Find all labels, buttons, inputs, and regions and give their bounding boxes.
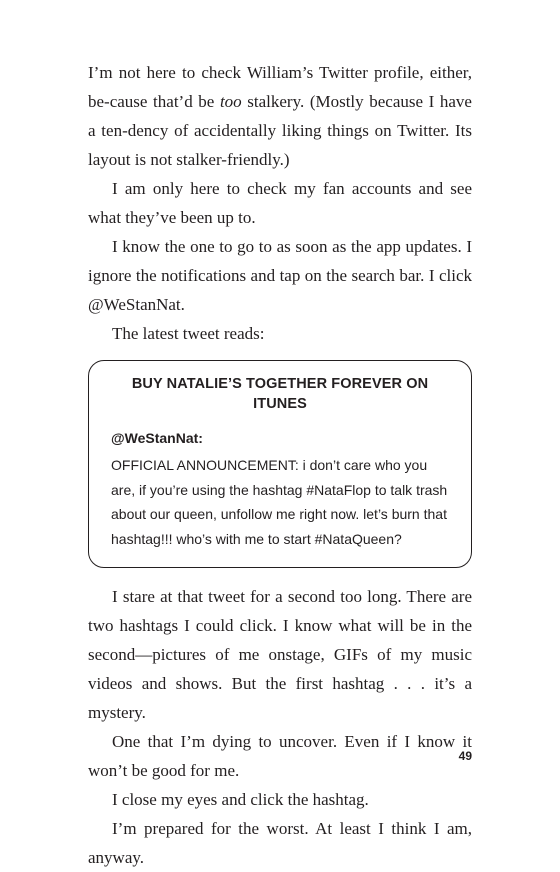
tweet-handle: @WeStanNat: xyxy=(111,430,203,446)
page-number: 49 xyxy=(458,749,472,763)
paragraph-fan-accounts: I am only here to check my fan accounts and see what they’ve been up to. xyxy=(88,179,472,227)
paragraph-search-bar: I know the one to go to as soon as the app updates. I ignore the notifications and tap on the search bar. I click @WeStanNat. xyxy=(88,237,472,314)
tweet-header: BUY NATALIE’S TOGETHER FOREVER ON ITUNES xyxy=(131,376,429,412)
book-page-text xyxy=(88,58,472,872)
paragraph-prepared: I’m prepared for the worst. At least I think I am, anyway. xyxy=(88,819,472,867)
paragraph-text-continued: stalkery. (Mostly because I have a ten-dency of accidentally liking things on Twitter. Its layout is not stalker-friendly.) xyxy=(88,92,472,169)
paragraph-dying-to-uncover: One that I’m dying to uncover. Even if I know it won’t be good for me. xyxy=(88,732,472,780)
paragraph-william-profile xyxy=(88,58,472,174)
paragraph-latest-tweet: The latest tweet reads: xyxy=(112,324,265,343)
paragraph-close-eyes: I close my eyes and click the hashtag. xyxy=(112,790,369,809)
emphasis-text: too xyxy=(219,92,242,111)
tweet-box xyxy=(88,360,472,568)
paragraph-text: I’m not here to check William’s Twitter profile, either, be-cause that’d be xyxy=(88,63,472,111)
paragraph-two-hashtags: I stare at that tweet for a second too long. There are two hashtags I could click. I know what will be in the second—pictures of me onstage, GIFs of my music videos and shows. But the first hashtag . . . it’s a mystery. xyxy=(88,587,472,722)
tweet-body: OFFICIAL ANNOUNCEMENT: i don’t care who you are, if you’re using the hashtag #NataFlop to talk trash about our queen, unfollow me right now. let’s burn that hashtag!!! who’s with me to start #NataQueen? xyxy=(111,457,448,547)
